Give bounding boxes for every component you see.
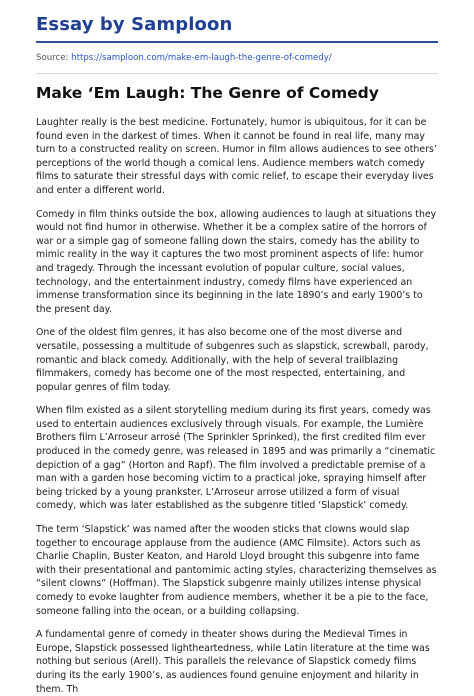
paragraph-2: Comedy in film thinks outside the box, allowing audiences to laugh at situations they would not find humor in otherwise. Whether it be a complex satire of the horrors of war or a simple gag of someone falling down the stairs, comedy has the ability to mimic reality in the way it captures the two most prominent aspects of life: humor and tragedy. Through the incessant evolution of popular culture, social values, technology, and the entertainment industry, comedy films have experienced an immense transformation since its beginning in the late 1890’s and early 1900’s to the present day. [36,208,437,315]
source-line [36,53,438,63]
paragraph-5: The term ‘Slapstick’ was named after the wooden sticks that clowns would slap together to encourage applause from the audience (AMC Filmsite). Actors such as Charlie Chaplin, Buster Keaton, and Harold Lloyd brought this subgenre into fame with their presentational and pantomimic acting styles, characterizing themselves as “silent clowns” (Hoffman). The Slapstick subgenre mainly utilizes intense physical comedy to evoke laughter from audience members, whether it be a pie to the face, someone falling into the ocean, or a building collapsing. [36,524,437,617]
paragraph-6: A fundamental genre of comedy in theater shows during the Medieval Times in Europe, Slapstick possessed lightheartedness, while Latin literature at the time was nothing but serious (Arell). This parallels the relevance of Slapstick comedy films during its the early 1900’s, as audiences found genuine enjoyment and hilarity in them. Th [36,629,430,695]
source-label: Source: [36,53,72,63]
paragraph-3: One of the oldest film genres, it has also become one of the most diverse and versatile, possessing a multitude of subgenres such as slapstick, screwball, parody, romantic and black comedy. Additionally, with the help of several trailblazing filmmakers, comedy has become one of the most respected, entertaining, and popular genres of film today. [36,327,429,393]
source-divider [36,73,438,74]
article-title: Make ‘Em Laugh: The Genre of Comedy [36,84,379,102]
brand-title: Essay by Samploon [36,14,233,35]
paragraph-1: Laughter really is the best medicine. Fortunately, humor is ubiquitous, for it can be found even in the darkest of times. When it cannot be found in real life, many may turn to a constructed reality on screen. Humor in film allows audiences to see others’ perceptions of the world though a comical lens. Audience members watch comedy films to saturate their stressful days with comic relief, to escape their everyday lives and enter a different world. [36,117,437,196]
paragraph-4: When film existed as a silent storytelling medium during its first years, comedy was used to entertain audiences exclusively through visuals. For example, the Lumière Brothers film L’Arroseur arrosé (The Sprinkler Sprinked), the first credited film ever produced in the comedy genre, was released in 1895 and was primarily a “cinematic depiction of a gag” (Horton and Rapf). The film involved a predictable premise of a man with a garden hose becoming victim to a practical joke, spraying himself after being tricked by a young prankster. L’Arroseur arrose utilized a form of visual comedy, which was later established as the subgenre titled ‘Slapstick’ comedy. [36,405,436,512]
source-link[interactable]: https://samploon.com/make-em-laugh-the-genre-of-comedy/ [71,53,332,63]
header-divider [36,41,438,43]
